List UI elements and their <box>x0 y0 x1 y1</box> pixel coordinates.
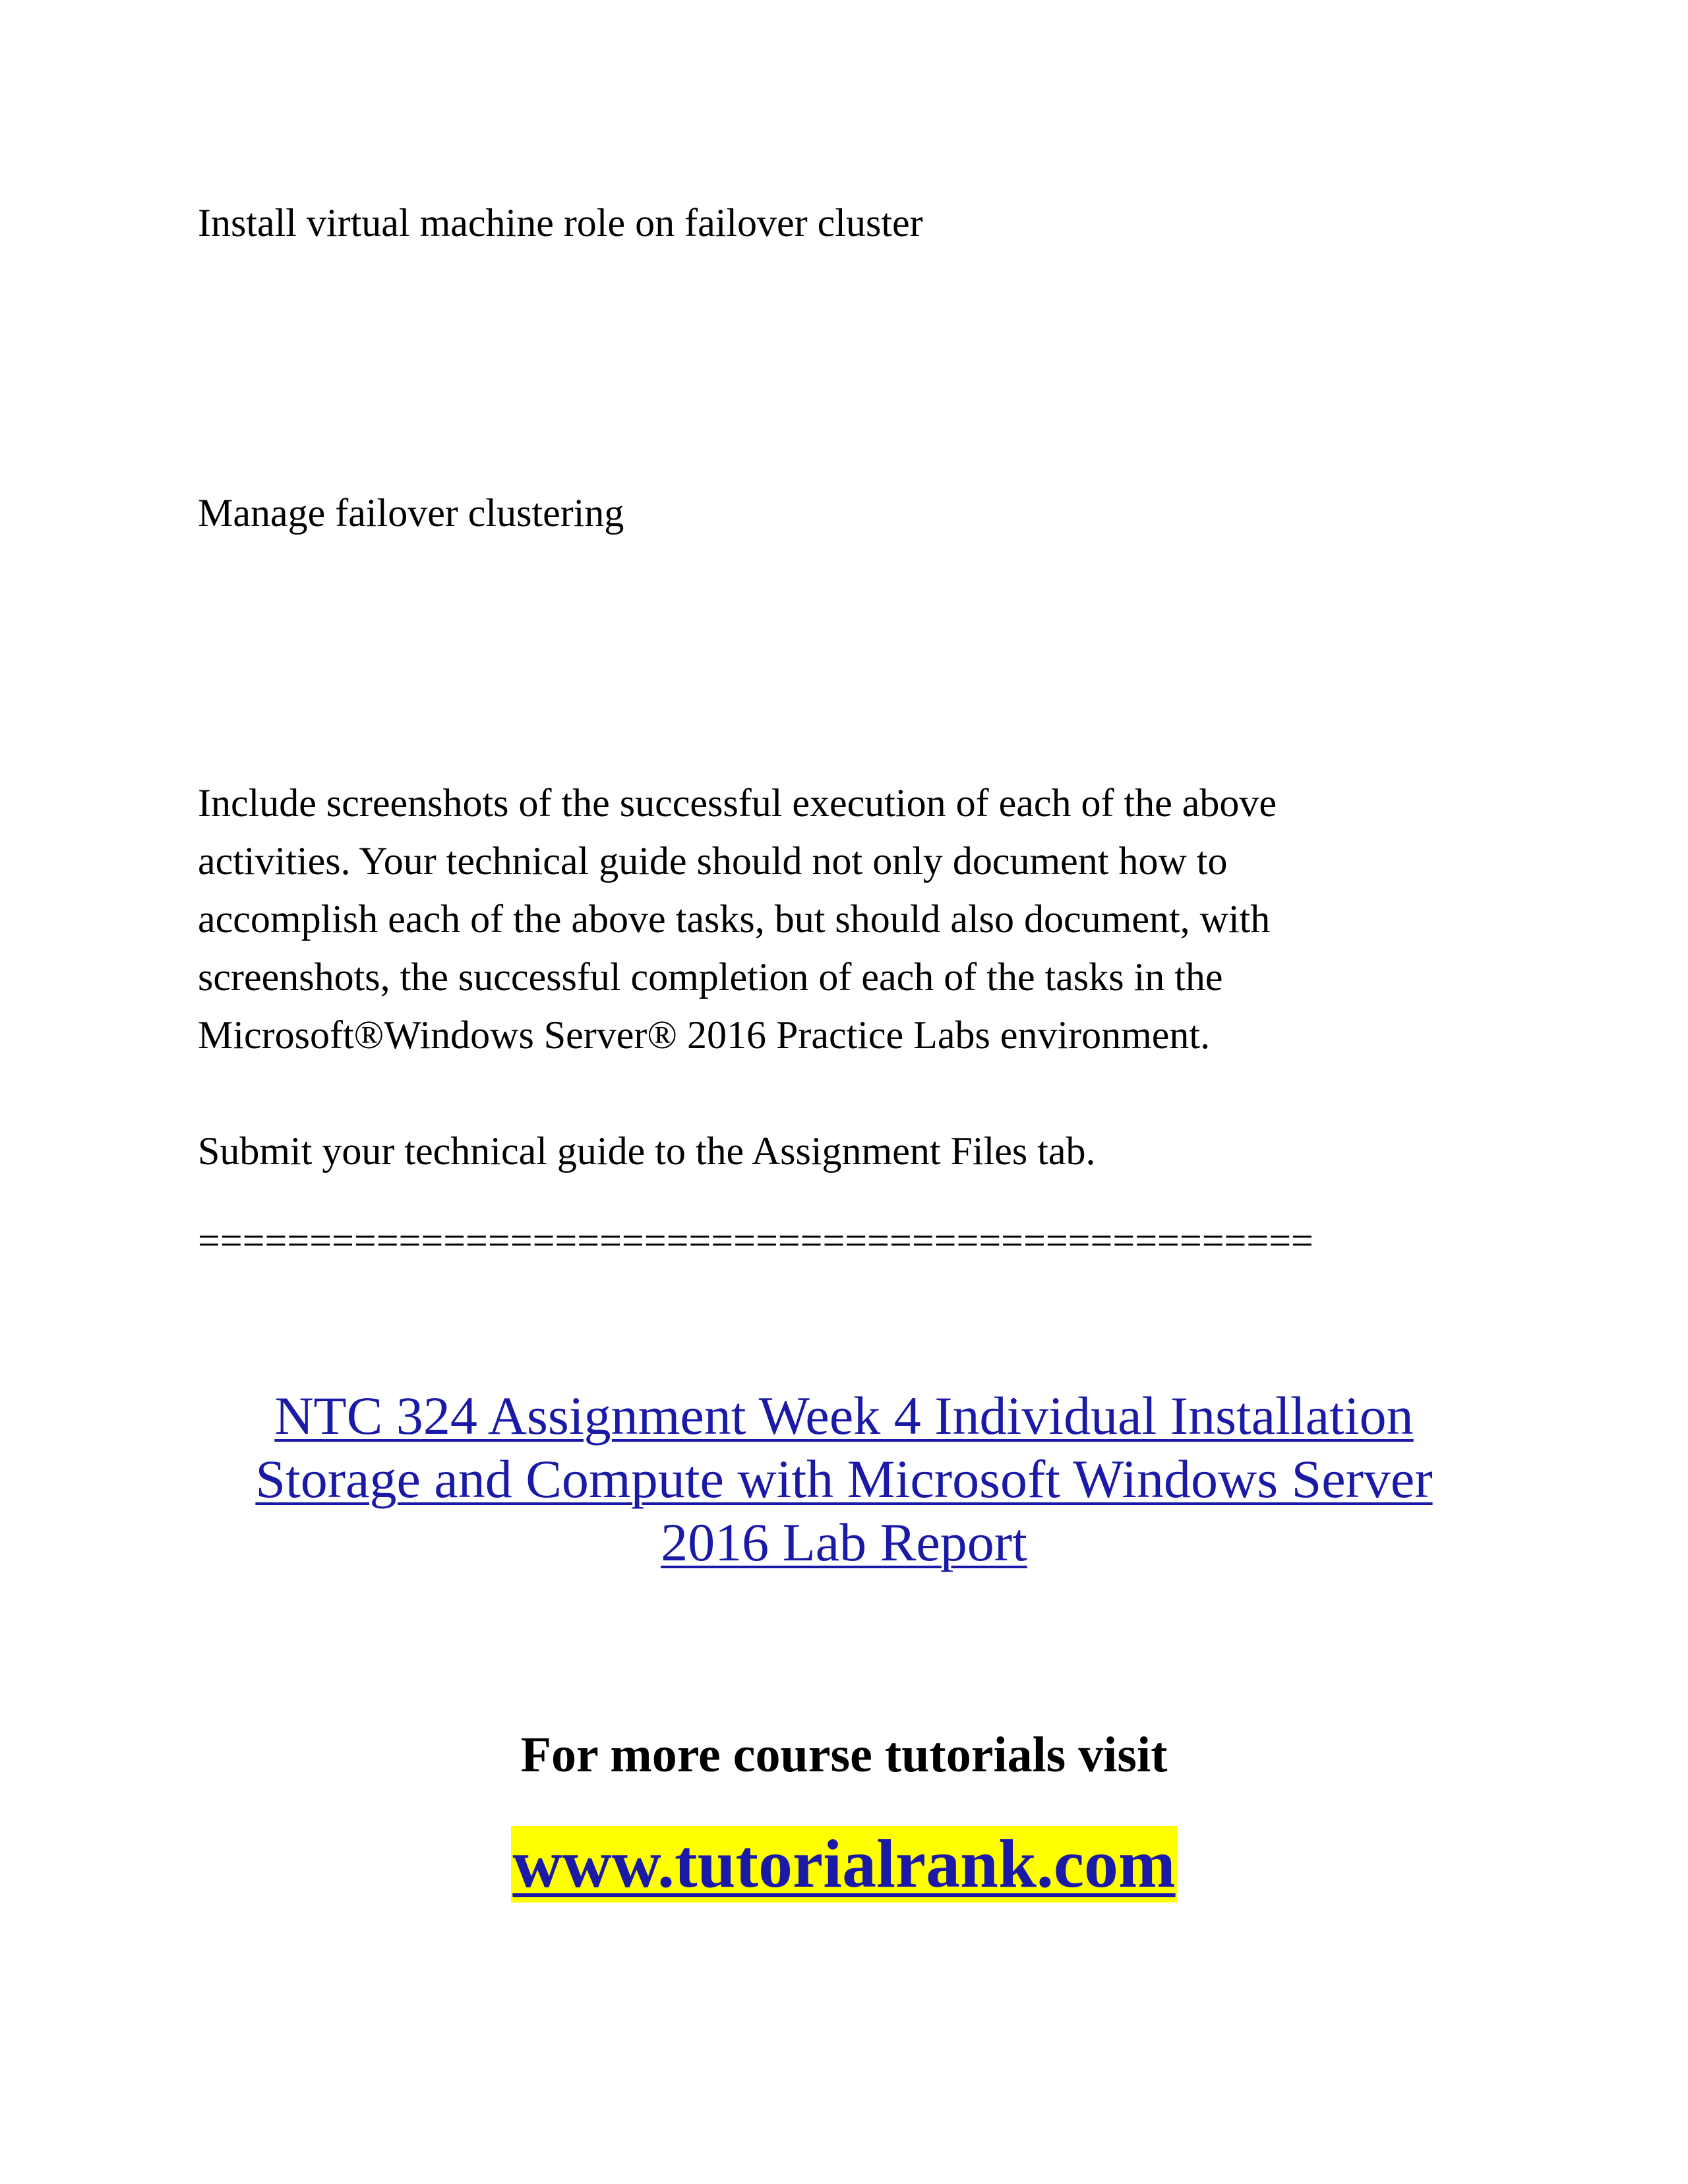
assignment-link-line: 2016 Lab Report <box>661 1512 1027 1572</box>
assignment-link[interactable] <box>185 1384 1503 1574</box>
assignment-link-line: NTC 324 Assignment Week 4 Individual Installation <box>274 1386 1414 1446</box>
instructions-line: activities. Your technical guide should not only document how to <box>198 839 1228 883</box>
assignment-link-block <box>185 1384 1503 1574</box>
instructions-line: accomplish each of the above tasks, but should also document, with <box>198 897 1271 941</box>
site-highlight <box>511 1826 1176 1903</box>
visit-heading: For more course tutorials visit <box>520 1727 1168 1783</box>
instructions-line: Microsoft®Windows Server® 2016 Practice Labs environment. <box>198 1013 1211 1057</box>
site-link-wrap <box>185 1826 1503 1903</box>
item-manage-failover: Manage failover clustering <box>198 491 624 535</box>
submit-instruction: Submit your technical guide to the Assignment Files tab. <box>198 1129 1096 1173</box>
instructions-line: Include screenshots of the successful execution of each of the above <box>198 781 1277 825</box>
site-link[interactable]: www.tutorialrank.com <box>512 1826 1176 1902</box>
instructions-paragraph <box>198 774 1451 1064</box>
divider-line: ================================================== <box>198 1219 1313 1262</box>
item-install-vm-role: Install virtual machine role on failover cluster <box>198 201 923 245</box>
instructions-line: screenshots, the successful completion of each of the tasks in the <box>198 955 1223 999</box>
assignment-link-line: Storage and Compute with Microsoft Windows Server <box>255 1449 1433 1509</box>
